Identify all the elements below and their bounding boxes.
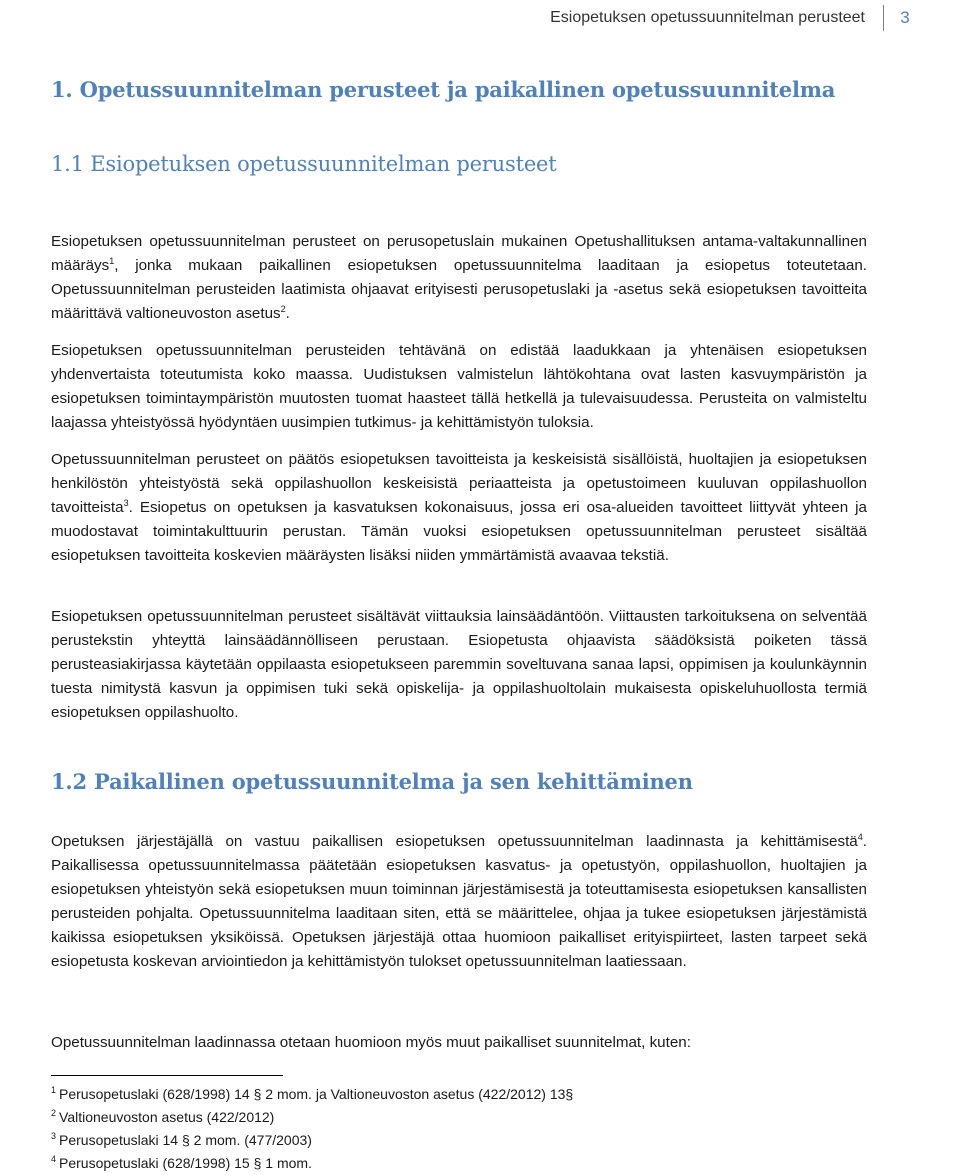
- section-title-1-2: 1.2 Paikallinen opetussuunnitelma ja sen kehittäminen: [51, 769, 693, 794]
- paragraph-3: [51, 448, 867, 568]
- paragraph-2: Esiopetuksen opetussuunnitelman perusteiden tehtävänä on edistää laadukkaan ja yhtenäisen esiopetuksen yhdenvertaista toteutumista koko maassa. Uudistuksen valmistelun lähtökohtana ovat lasten kasvuympäristön ja esiopetuksen toimintaympäristön muutosten tuomat haasteet tällä hetkellä ja tulevaisuudessa. Perusteita on valmisteltu laajassa yhteistyössä hyödyntäen uusimpien tutkimus- ja kehittämistyön tuloksia.: [51, 342, 867, 431]
- paragraph-1-text-a: Esiopetuksen opetussuunnitelman perusteet on perusopetuslain mukainen Opetushallituksen antama-valtakunnallinen määräys: [51, 233, 867, 274]
- header-divider: [883, 5, 884, 31]
- footnote-ref-3[interactable]: 3: [123, 497, 129, 508]
- running-header: [550, 6, 912, 30]
- footnote-text: Perusopetuslaki 14 § 2 mom. (477/2003): [59, 1132, 312, 1148]
- footnotes-list: [51, 1083, 911, 1175]
- footnote-number: 2: [51, 1108, 57, 1119]
- paragraph-1-text-c: .: [285, 305, 290, 322]
- footnote-ref-1[interactable]: 1: [109, 255, 115, 266]
- footnote-number: 4: [51, 1154, 57, 1165]
- footnote-item: [51, 1129, 911, 1152]
- paragraph-3-text-a: Opetussuunnitelman perusteet on päätös esiopetuksen tavoitteista ja keskeisistä sisällöistä, huoltajien ja esiopetuksen henkilöstön yhteistyöstä sekä oppilashuollon keskeisistä periaatteista ja opetustoimeen kuuluvan oppilashuollon tavoitteista: [51, 451, 867, 516]
- footnote-text: Perusopetuslaki (628/1998) 14 § 2 mom. ja Valtioneuvoston asetus (422/2012) 13§: [59, 1086, 574, 1102]
- footnote-item: [51, 1152, 911, 1175]
- footnote-number: 1: [51, 1085, 57, 1096]
- running-header-title: Esiopetuksen opetussuunnitelman perusteet: [550, 9, 865, 26]
- paragraph-5: [51, 830, 867, 974]
- footnote-number: 3: [51, 1131, 57, 1142]
- footnote-text: Valtioneuvoston asetus (422/2012): [59, 1109, 275, 1125]
- section-title-1-1: 1.1 Esiopetuksen opetussuunnitelman perusteet: [51, 152, 557, 176]
- paragraph-1-text-b: , jonka mukaan paikallinen esiopetuksen opetussuunnitelma laaditaan ja esiopetus toteutetaan. Opetussuunnitelman perusteiden laatimista ohjaavat erityisesti perusopetuslaki ja -asetus sekä esiopetuksen tavoitteita määrittävä valtioneuvoston asetus: [51, 257, 867, 322]
- footnote-item: [51, 1106, 911, 1129]
- paragraph-4: Esiopetuksen opetussuunnitelman perusteet sisältävät viittauksia lainsäädäntöön. Viittausten tarkoituksena on selventää perustekstin yhteyttä lainsäädännölliseen perustaan. Esiopetusta ohjaavista säädöksistä poiketen tässä perusteasiakirjassa käytetään oppilaasta esiopetukseen paremmin soveltuvana sanaa lapsi, oppimisen ja koulunkäynnin tuesta nimitystä kasvun ja oppimisen tuki sekä opiskelija- ja oppilashuoltolain mukaisesta opiskeluhuollosta termiä esiopetuksen oppilashuolto.: [51, 608, 867, 721]
- footnote-ref-4[interactable]: 4: [857, 831, 863, 842]
- footnote-item: [51, 1083, 911, 1106]
- footnote-separator: [51, 1075, 283, 1076]
- paragraph-3-text-b: . Esiopetus on opetuksen ja kasvatuksen kokonaisuus, jossa eri osa-alueiden tavoitteet liittyvät yhteen ja muodostavat toimintakulttuurin perustan. Tämän vuoksi esiopetuksen opetussuunnitelman perusteet sisältää esiopetuksen tavoitteita koskevien määräysten lisäksi niiden ymmärtämistä avaavaa tekstiä.: [51, 499, 867, 564]
- paragraph-5-text-a: Opetuksen järjestäjällä on vastuu paikallisen esiopetuksen opetussuunnitelman laadinnasta ja kehittämisestä: [51, 833, 858, 850]
- page-number: 3: [900, 8, 910, 27]
- paragraph-5-text-b: . Paikallisessa opetussuunnitelmassa päätetään esiopetuksen kasvatus- ja opetustyön, oppilashuollon, huoltajien ja esiopetuksen yhteistyön sekä esiopetuksen muun toiminnan järjestämisestä ja toteuttamisesta esiopetuksen kansallisten perusteiden pohjalta. Opetussuunnitelma laaditaan siten, että se määrittelee, ohjaa ja tukee esiopetuksen järjestämistä kaikissa esiopetuksen yksiköissä. Opetuksen järjestäjä ottaa huomioon paikalliset erityispiirteet, lasten tarpeet sekä esiopetusta koskevan arviointiedon ja kehittämistyön tulokset opetussuunnitelman laatiessaan.: [51, 833, 867, 970]
- paragraph-6: Opetussuunnitelman laadinnassa otetaan huomioon myös muut paikalliset suunnitelmat, kuten:: [51, 1034, 691, 1051]
- chapter-title: 1. Opetussuunnitelman perusteet ja paikallinen opetussuunnitelma: [51, 77, 836, 102]
- footnote-text: Perusopetuslaki (628/1998) 15 § 1 mom.: [59, 1155, 312, 1171]
- paragraph-1: [51, 230, 867, 326]
- footnote-ref-2[interactable]: 2: [280, 303, 286, 314]
